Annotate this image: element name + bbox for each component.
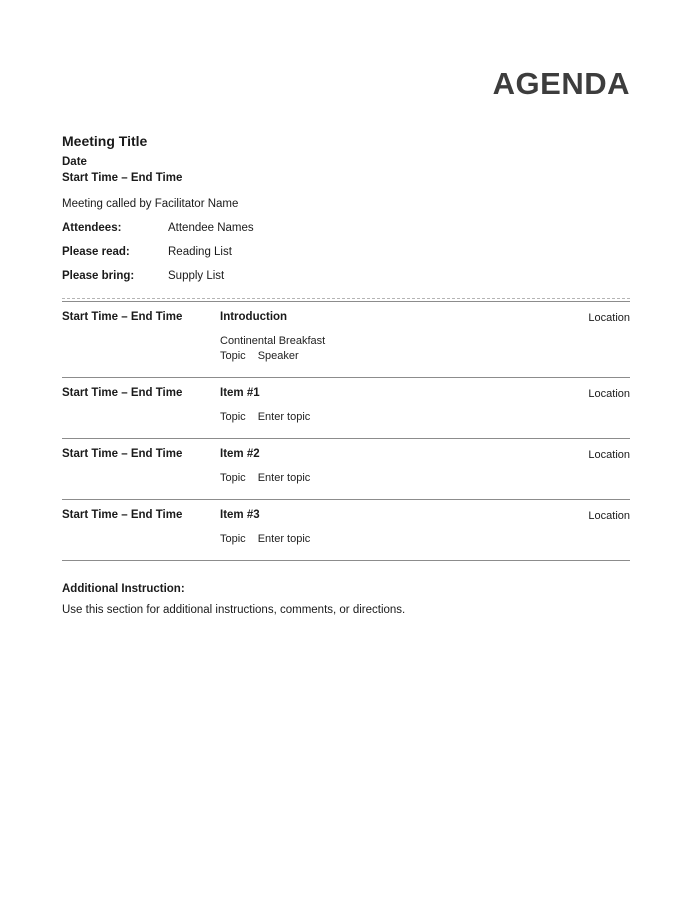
- row-main: [220, 448, 555, 486]
- page-title: AGENDA: [492, 66, 630, 101]
- meeting-time-range: Start Time – End Time: [62, 172, 183, 184]
- meeting-title: Meeting Title: [62, 133, 148, 149]
- please-read-label: Please read:: [62, 246, 130, 258]
- row-title: Item #2: [220, 448, 260, 460]
- attendees-value: Attendee Names: [168, 222, 254, 234]
- row-location: Location: [588, 510, 630, 522]
- row-title: Item #1: [220, 387, 260, 399]
- please-read-value: Reading List: [168, 246, 232, 258]
- meeting-date: Date: [62, 156, 87, 168]
- schedule-row-item-1: [62, 377, 630, 438]
- schedule-table: [62, 301, 630, 561]
- topic-value: Speaker: [257, 350, 299, 362]
- row-main: [220, 311, 555, 364]
- topic-label: Topic: [220, 411, 246, 423]
- row-details: [220, 532, 555, 547]
- additional-instruction-text: Use this section for additional instructions, comments, or directions.: [62, 604, 406, 616]
- topic-label: Topic: [220, 350, 246, 362]
- row-main: [220, 387, 555, 425]
- row-note: Continental Breakfast: [220, 335, 326, 347]
- please-read-row: [62, 246, 630, 258]
- row-topic-line: [220, 532, 555, 547]
- row-title: Introduction: [220, 311, 288, 323]
- topic-value: Enter topic: [257, 411, 311, 423]
- topic-value: Enter topic: [257, 533, 311, 545]
- row-time: Start Time – End Time: [62, 387, 183, 399]
- please-bring-row: [62, 270, 630, 282]
- row-details: [220, 334, 555, 364]
- row-main: [220, 509, 555, 547]
- attendees-label: Attendees:: [62, 222, 122, 234]
- row-details: [220, 471, 555, 486]
- schedule-row-introduction: [62, 301, 630, 377]
- additional-instruction-label: Additional Instruction:: [62, 583, 185, 595]
- row-time: Start Time – End Time: [62, 448, 183, 460]
- topic-label: Topic: [220, 472, 246, 484]
- topic-value: Enter topic: [257, 472, 311, 484]
- row-location: Location: [588, 312, 630, 324]
- row-details: [220, 410, 555, 425]
- row-time: Start Time – End Time: [62, 509, 183, 521]
- row-topic-line: [220, 410, 555, 425]
- row-location: Location: [588, 449, 630, 461]
- row-location: Location: [588, 388, 630, 400]
- row-title: Item #3: [220, 509, 260, 521]
- row-topic-line: [220, 349, 555, 364]
- schedule-row-item-3: [62, 499, 630, 560]
- row-time: Start Time – End Time: [62, 311, 183, 323]
- row-topic-line: [220, 471, 555, 486]
- please-bring-label: Please bring:: [62, 270, 135, 282]
- meeting-called-by: Meeting called by Facilitator Name: [62, 198, 239, 210]
- please-bring-value: Supply List: [168, 270, 225, 282]
- attendees-row: [62, 222, 630, 234]
- schedule-row-item-2: [62, 438, 630, 499]
- topic-label: Topic: [220, 533, 246, 545]
